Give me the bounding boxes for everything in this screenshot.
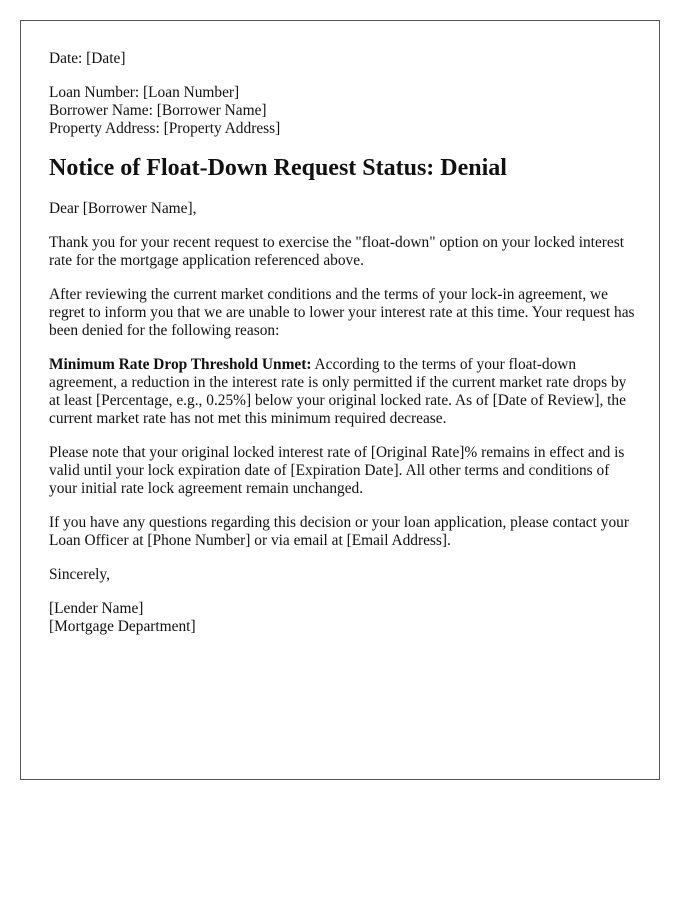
loan-info-block bbox=[49, 84, 639, 138]
closing: Sincerely, bbox=[49, 566, 110, 583]
reason-text: According to the terms of your float-down agreement, a reduction in the interest rate is only permitted if the current market rate drops by at least [Percentage, e.g., 0.25%] below your original locked rate. As of [Date of Review], the current market rate has not met this minimum required decrease. bbox=[49, 356, 627, 427]
signature-name: [Lender Name] bbox=[49, 600, 144, 617]
paragraph-intro: Thank you for your recent request to exercise the "float-down" option on your locked interest rate for the mortgage application referenced above. bbox=[49, 234, 624, 269]
paragraph-contact: If you have any questions regarding this decision or your loan application, please contact your Loan Officer at [Phone Number] or via email at [Email Address]. bbox=[49, 514, 629, 549]
paragraph-reason bbox=[49, 356, 639, 428]
letter-container bbox=[20, 20, 660, 780]
signature-department: [Mortgage Department] bbox=[49, 618, 196, 635]
letter-title: Notice of Float-Down Request Status: Denial bbox=[49, 155, 507, 181]
loan-number-line: Loan Number: [Loan Number] bbox=[49, 84, 240, 101]
property-address-line: Property Address: [Property Address] bbox=[49, 120, 281, 137]
borrower-name-line: Borrower Name: [Borrower Name] bbox=[49, 102, 267, 119]
paragraph-rate-note: Please note that your original locked interest rate of [Original Rate]% remains in effect and is valid until your lock expiration date of [Expiration Date]. All other terms and conditions of your initial rate lock agreement remain unchanged. bbox=[49, 444, 625, 497]
salutation: Dear [Borrower Name], bbox=[49, 200, 197, 217]
letter-content bbox=[49, 50, 639, 636]
date-line: Date: [Date] bbox=[49, 50, 126, 67]
signature-block bbox=[49, 600, 639, 636]
reason-label: Minimum Rate Drop Threshold Unmet: bbox=[49, 356, 312, 373]
paragraph-denial: After reviewing the current market conditions and the terms of your lock-in agreement, we regret to inform you that we are unable to lower your interest rate at this time. Your request has been denied for the following reason: bbox=[49, 286, 635, 339]
